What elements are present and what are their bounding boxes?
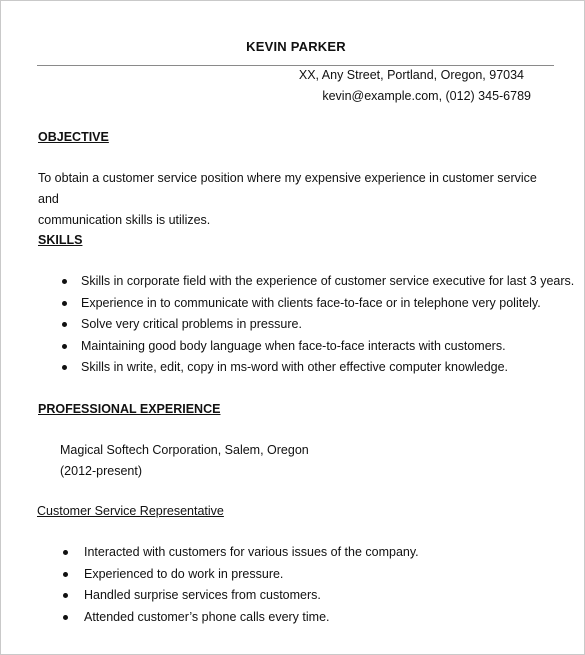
skill-text: Maintaining good body language when face-to-face interacts with customers. — [81, 338, 506, 353]
duty-text: Experienced to do work in pressure. — [84, 566, 284, 581]
resume-name: KEVIN PARKER — [246, 39, 346, 54]
skill-text: Solve very critical problems in pressure. — [81, 317, 302, 331]
duty-text: Interacted with customers for various issues of the company. — [84, 545, 419, 559]
bullet-icon — [63, 572, 68, 577]
skill-text: Experience in to communicate with clients face-to-face or in telephone very politely. — [81, 295, 541, 310]
bullet-icon — [62, 301, 67, 306]
contact-line: kevin@example.com, (012) 345-6789 — [322, 89, 531, 103]
company-name: Magical Softech Corporation, Salem, Oregon — [60, 443, 309, 457]
objective-line-2: communication skills is utilizes. — [38, 213, 211, 227]
bullet-icon — [62, 344, 67, 349]
header-divider — [37, 65, 554, 66]
experience-heading: PROFESSIONAL EXPERIENCE — [38, 402, 221, 416]
employment-period: (2012-present) — [60, 464, 142, 478]
objective-line-1: To obtain a customer service position where my expensive experience in customer service and — [38, 171, 537, 206]
bullet-icon — [63, 550, 68, 555]
job-title: Customer Service Representative — [37, 504, 224, 518]
skills-heading: SKILLS — [38, 233, 83, 247]
skill-text: Skills in write, edit, copy in ms-word with other effective computer knowledge. — [81, 360, 509, 374]
bullet-icon — [63, 615, 68, 620]
bullet-icon — [62, 279, 67, 284]
bullet-icon — [62, 365, 67, 370]
objective-heading: OBJECTIVE — [38, 130, 109, 144]
objective-text — [38, 168, 558, 231]
skill-text: Skills in corporate field with the experience of customer service executive for last 3 years. — [81, 274, 575, 288]
duty-text: Attended customer’s phone calls every time. — [84, 609, 330, 624]
bullet-icon — [63, 593, 68, 598]
bullet-icon — [62, 322, 67, 327]
duty-text: Handled surprise services from customers. — [84, 588, 321, 602]
address-line: XX, Any Street, Portland, Oregon, 97034 — [298, 68, 524, 82]
